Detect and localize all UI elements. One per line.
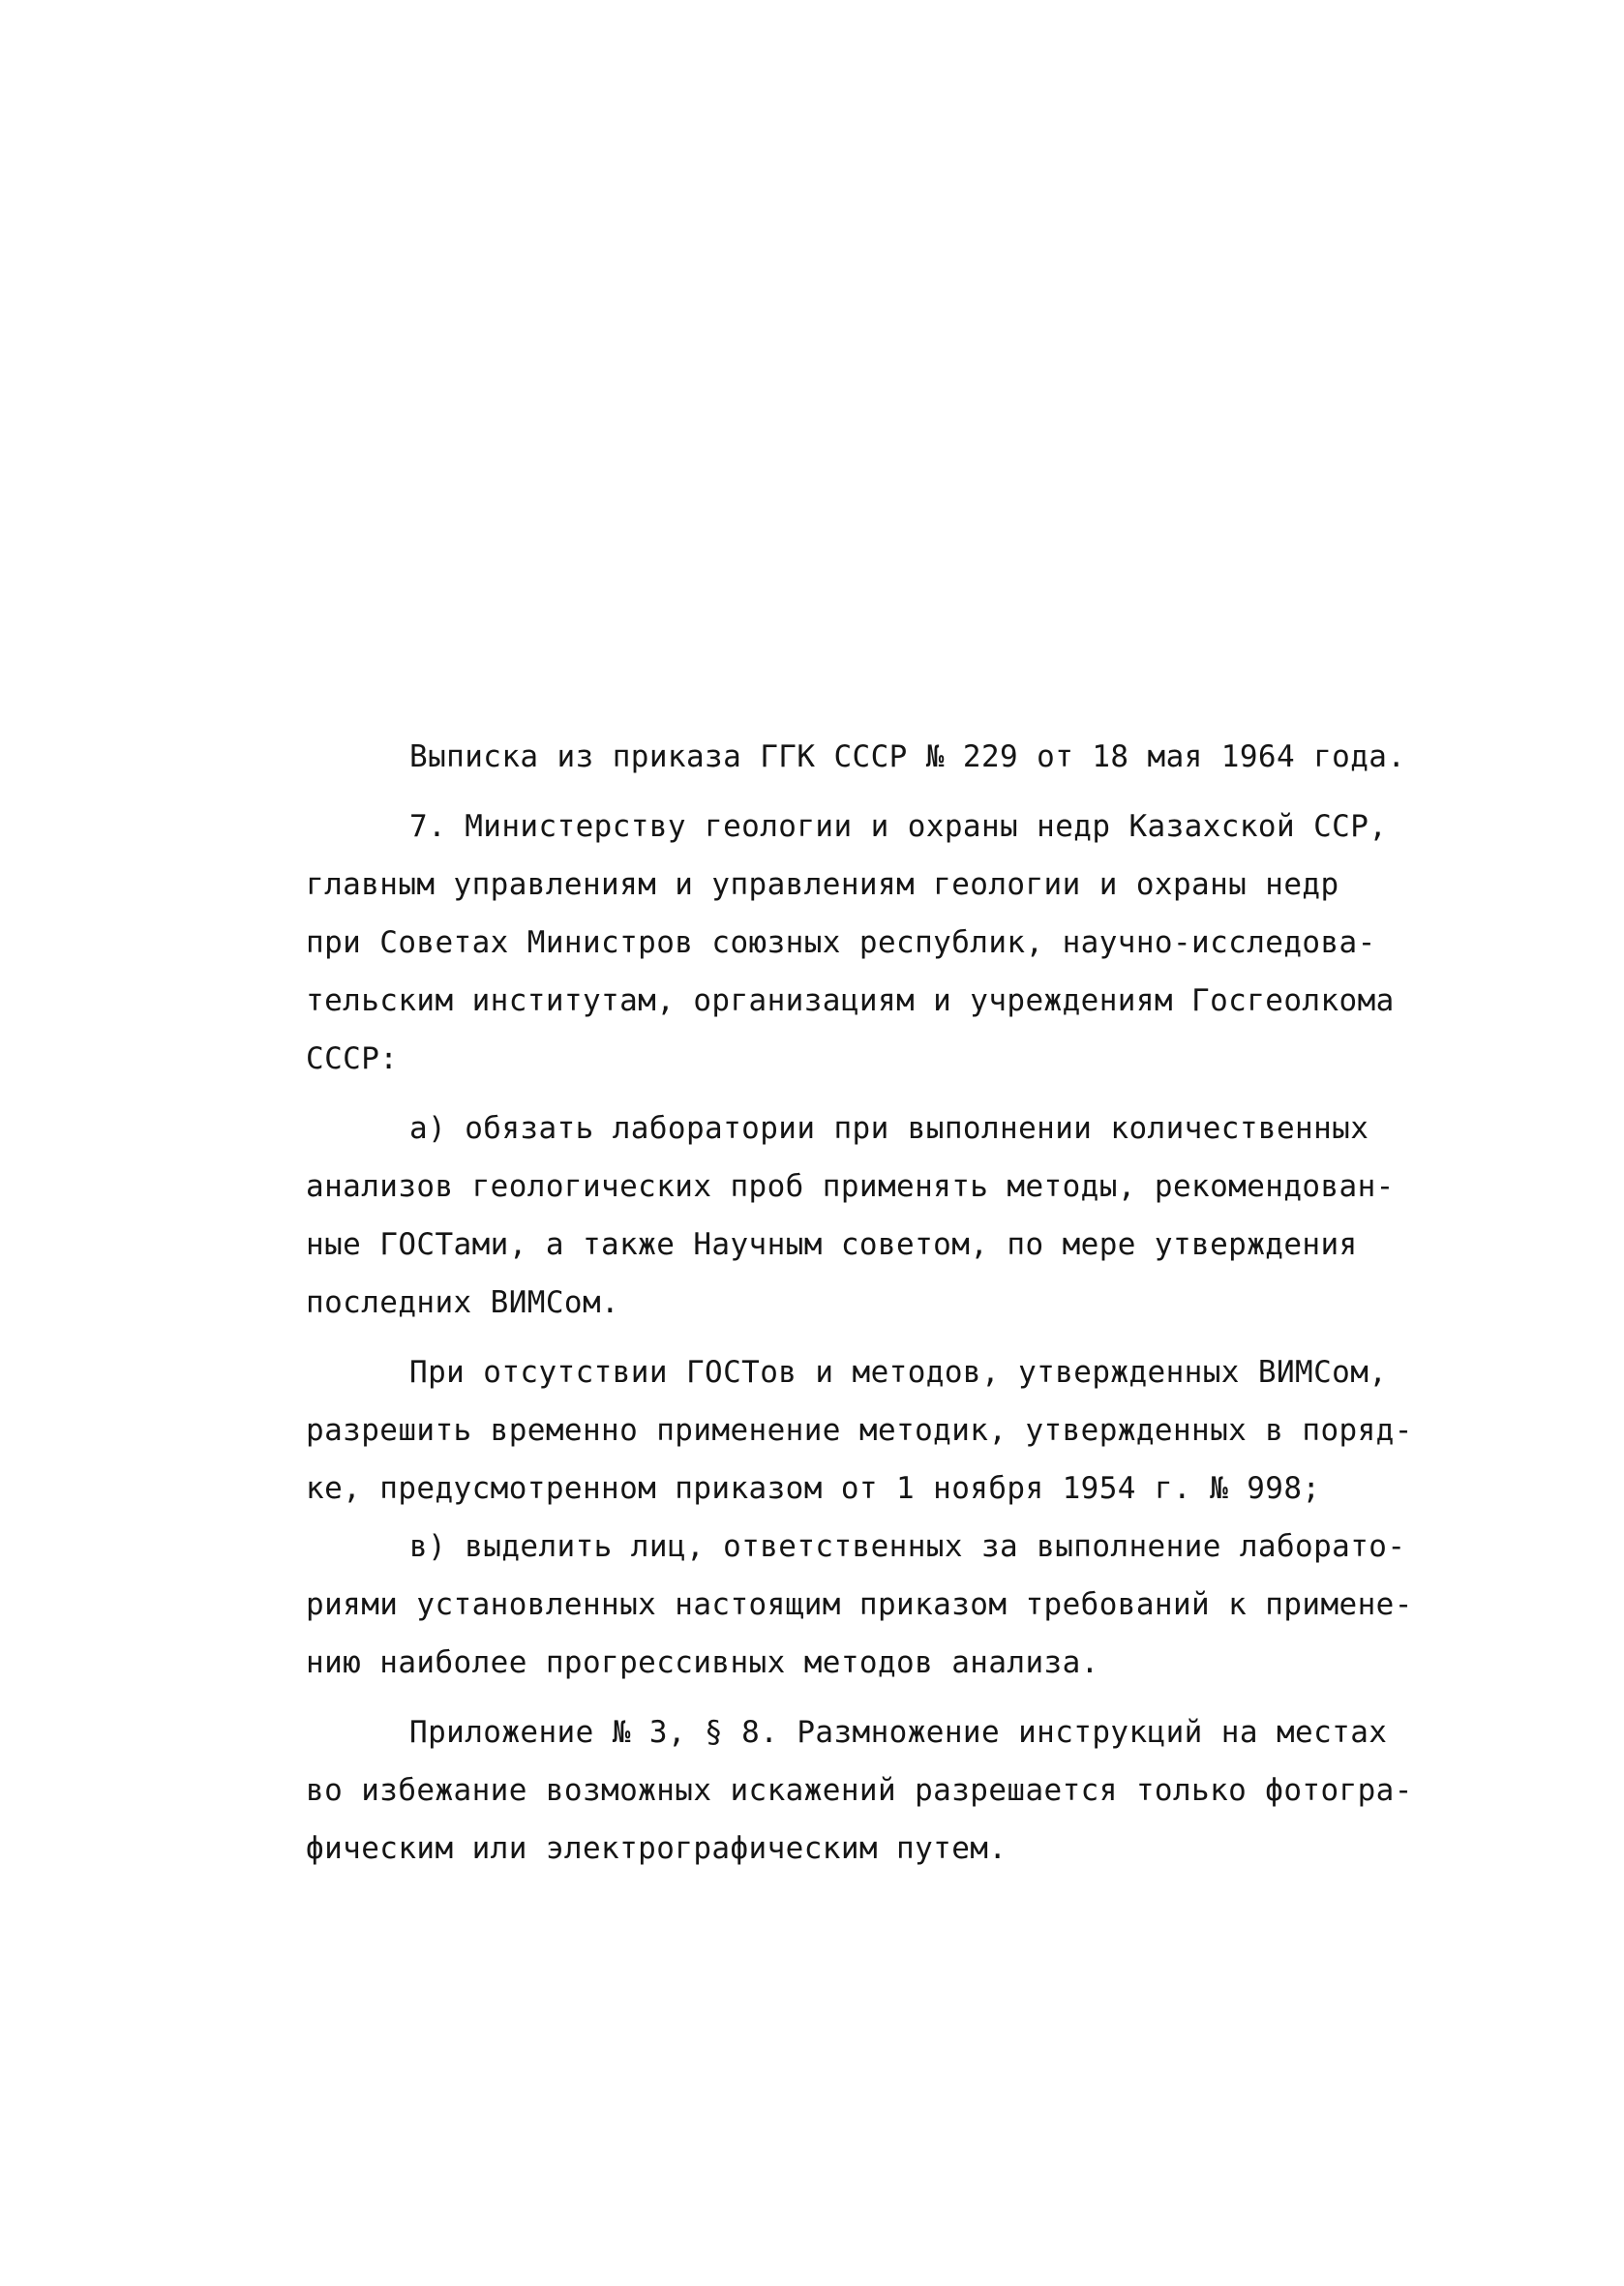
paragraph-appendix-3 [306, 1703, 1413, 1878]
spacer [306, 1692, 1390, 1703]
spacer [306, 786, 1390, 797]
text-line: анализов геологических проб применять методы, рекомендован- [306, 1169, 1395, 1204]
text-line: главным управлениям и управлениям геологии и охраны недр [306, 867, 1339, 902]
text-line: во избежание возможных искажений разрешается только фотогра- [306, 1773, 1413, 1808]
text-line: Приложение № 3, § 8. Размножение инструкций на местах [409, 1715, 1388, 1750]
paragraph-ministry-order [306, 797, 1395, 1088]
text-line: риями установленных настоящим приказом требований к примене- [306, 1587, 1413, 1622]
text-line: ные ГОСТами, а также Научным советом, по мере утверждения [306, 1227, 1358, 1262]
document-heading: Выписка из приказа ГГК СССР № 229 от 18 мая 1964 года. [409, 739, 1406, 774]
text-line: СССР: [306, 1041, 399, 1076]
spacer [306, 1332, 1390, 1343]
text-line: нию наиболее прогрессивных методов анализа. [306, 1645, 1099, 1680]
text-line: тельским институтам, организациям и учреждениям Госгеолкома [306, 983, 1395, 1018]
paragraph-item-a [306, 1099, 1395, 1332]
text-line: ке, предусмотренном приказом от 1 ноября 1954 г. № 998; [306, 1471, 1321, 1506]
typed-text-block [306, 728, 1413, 1878]
text-line: При отсутствии ГОСТов и методов, утвержденных ВИМСом, [409, 1355, 1388, 1390]
text-line: 7. Министерству геологии и охраны недр Казахской ССР, [409, 809, 1388, 844]
text-line: разрешить временно применение методик, утвержденных в поряд- [306, 1413, 1413, 1448]
paragraph-item-v [306, 1518, 1413, 1692]
text-line: в) выделить лиц, ответственных за выполнение лаборато- [409, 1529, 1406, 1564]
text-line: при Советах Министров союзных республик, научно-исследова- [306, 925, 1376, 960]
text-line: а) обязать лаборатории при выполнении количественных [409, 1111, 1369, 1146]
text-line: последних ВИМСом. [306, 1285, 620, 1320]
text-line: фическим или электрографическим путем. [306, 1831, 1007, 1866]
paragraph-absence-of-standards [306, 1343, 1413, 1518]
spacer [306, 1088, 1390, 1099]
